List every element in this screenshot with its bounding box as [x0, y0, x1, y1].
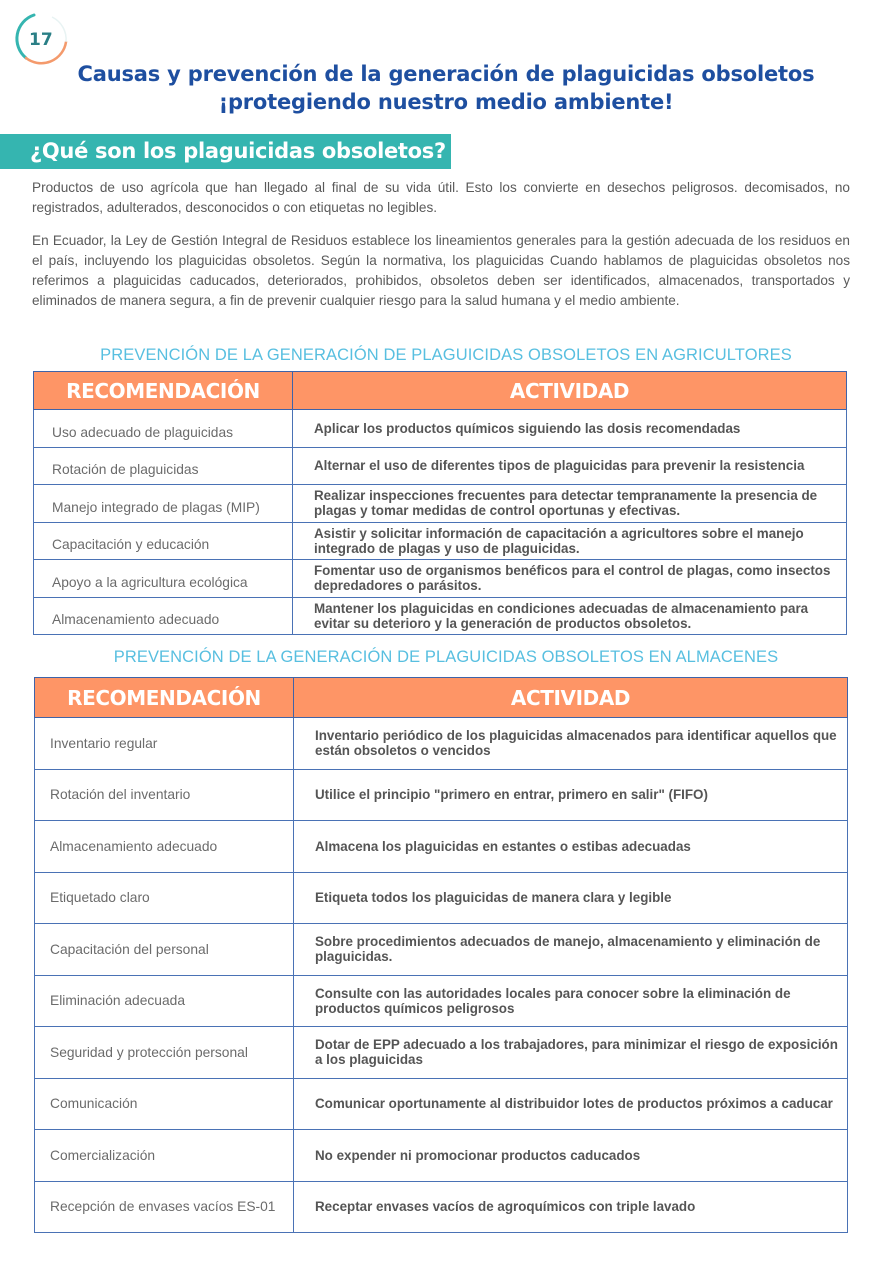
table-row — [35, 975, 848, 1027]
table-header-row — [35, 678, 848, 718]
recommendation-cell: Manejo integrado de plagas (MIP) — [34, 485, 293, 523]
column-header-recomendacion: RECOMENDACIÓN — [35, 678, 294, 718]
table-row — [35, 924, 848, 976]
recommendation-cell: Almacenamiento adecuado — [35, 821, 294, 873]
recommendation-cell: Inventario regular — [35, 718, 294, 770]
activity-cell: Realizar inspecciones frecuentes para detectar tempranamente la presencia de plagas y tomar medidas de control oportunas y efectivas. — [293, 485, 847, 523]
column-header-actividad: ACTIVIDAD — [294, 678, 848, 718]
recommendation-cell: Eliminación adecuada — [35, 975, 294, 1027]
recommendation-cell: Apoyo a la agricultura ecológica — [34, 560, 293, 598]
table-row — [34, 410, 847, 448]
activity-cell: Consulte con las autoridades locales para conocer sobre la eliminación de productos químicos peligrosos — [294, 975, 848, 1027]
column-header-actividad: ACTIVIDAD — [293, 372, 847, 410]
activity-cell: No expender ni promocionar productos caducados — [294, 1130, 848, 1182]
activity-cell: Almacena los plaguicidas en estantes o estibas adecuadas — [294, 821, 848, 873]
table-row — [34, 447, 847, 485]
agricultores-table — [33, 371, 847, 635]
page-title — [40, 60, 852, 116]
table-row — [34, 560, 847, 598]
recommendation-cell: Rotación del inventario — [35, 769, 294, 821]
column-header-recomendacion: RECOMENDACIÓN — [34, 372, 293, 410]
table-row — [35, 718, 848, 770]
recommendation-cell: Rotación de plaguicidas — [34, 447, 293, 485]
legal-paragraph: En Ecuador, la Ley de Gestión Integral de Residuos establece los lineamientos generales para la gestión adecuada de los residuos en el país, incluyendo los plaguicidas obsoletos. Según la normativa, los plaguicidas Cuando hablamos de plaguicidas obsoletos nos referimos a plaguicidas caducados, deteriorados, prohibidos, obsoletos deben ser identificados, almacenados, transportados y eliminados de manera segura, a fin de prevenir cualquier riesgo para la salud humana y el medio ambiente. — [32, 233, 850, 308]
recommendation-cell: Comercialización — [35, 1130, 294, 1182]
table-header-row — [34, 372, 847, 410]
table-row — [35, 1027, 848, 1079]
intro-paragraph: Productos de uso agrícola que han llegado al final de su vida útil. Esto los convierte en desechos peligrosos. decomisados, no registrados, adulterados, desconocidos o con etiquetas no legibles. — [32, 180, 850, 215]
recommendation-cell: Capacitación del personal — [35, 924, 294, 976]
table-heading-agricultores: PREVENCIÓN DE LA GENERACIÓN DE PLAGUICIDAS OBSOLETOS EN AGRICULTORES — [100, 346, 792, 364]
table-row — [34, 522, 847, 560]
activity-cell: Sobre procedimientos adecuados de manejo, almacenamiento y eliminación de plaguicidas. — [294, 924, 848, 976]
table-row — [35, 1130, 848, 1182]
activity-cell: Etiqueta todos los plaguicidas de manera clara y legible — [294, 872, 848, 924]
recommendation-cell: Almacenamiento adecuado — [34, 597, 293, 635]
table-row — [34, 485, 847, 523]
section-heading: ¿Qué son los plaguicidas obsoletos? — [0, 134, 451, 169]
activity-cell: Dotar de EPP adecuado a los trabajadores, para minimizar el riesgo de exposición a los plaguicidas — [294, 1027, 848, 1079]
table-row — [35, 1078, 848, 1130]
recommendation-cell: Seguridad y protección personal — [35, 1027, 294, 1079]
almacenes-table — [34, 677, 848, 1233]
activity-cell: Asistir y solicitar información de capacitación a agricultores sobre el manejo integrado de plagas y uso de plaguicidas. — [293, 522, 847, 560]
activity-cell: Inventario periódico de los plaguicidas almacenados para identificar aquellos que están obsoletos o vencidos — [294, 718, 848, 770]
recommendation-cell: Comunicación — [35, 1078, 294, 1130]
activity-cell: Alternar el uso de diferentes tipos de plaguicidas para prevenir la resistencia — [293, 447, 847, 485]
activity-cell: Mantener los plaguicidas en condiciones adecuadas de almacenamiento para evitar su deterioro y la generación de productos obsoletos. — [293, 597, 847, 635]
recommendation-cell: Uso adecuado de plaguicidas — [34, 410, 293, 448]
recommendation-cell: Capacitación y educación — [34, 522, 293, 560]
page-number: 17 — [29, 30, 53, 50]
table-heading-almacenes: PREVENCIÓN DE LA GENERACIÓN DE PLAGUICIDAS OBSOLETOS EN ALMACENES — [113, 648, 779, 666]
recommendation-cell: Etiquetado claro — [35, 872, 294, 924]
table-row — [34, 597, 847, 635]
table-row — [35, 1181, 848, 1233]
table-row — [35, 872, 848, 924]
table-row — [35, 769, 848, 821]
activity-cell: Receptar envases vacíos de agroquímicos con triple lavado — [294, 1181, 848, 1233]
activity-cell: Utilice el principio "primero en entrar, primero en salir" (FIFO) — [294, 769, 848, 821]
recommendation-cell: Recepción de envases vacíos ES-01 — [35, 1181, 294, 1233]
activity-cell: Fomentar uso de organismos benéficos para el control de plagas, como insectos depredadores o parásitos. — [293, 560, 847, 598]
activity-cell: Comunicar oportunamente al distribuidor lotes de productos próximos a caducar — [294, 1078, 848, 1130]
activity-cell: Aplicar los productos químicos siguiendo las dosis recomendadas — [293, 410, 847, 448]
page-title-line1: Causas y prevención de la generación de plaguicidas obsoletos — [77, 62, 815, 86]
table-row — [35, 821, 848, 873]
page-title-line2: ¡protegiendo nuestro medio ambiente! — [218, 90, 674, 114]
